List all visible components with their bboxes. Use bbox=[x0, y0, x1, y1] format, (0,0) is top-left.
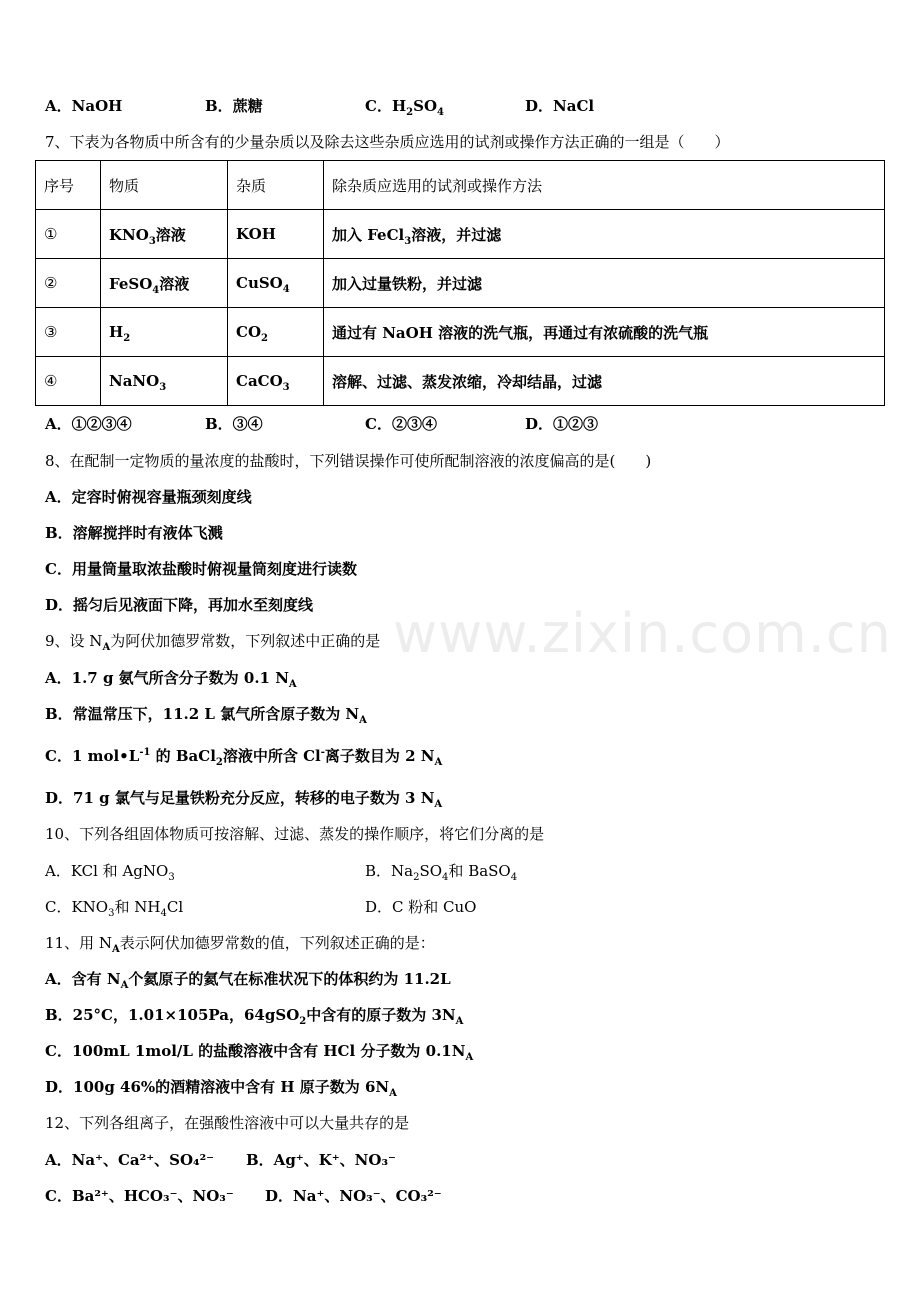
q12-option-d: D．Na⁺、NO₃⁻、CO₃²⁻ bbox=[265, 1187, 442, 1205]
method-cell: 通过有 NaOH 溶液的洗气瓶，再通过有浓硫酸的洗气瓶 bbox=[324, 308, 885, 357]
q6-option-c: C．$H_2SO_4$ bbox=[365, 97, 444, 118]
row-number: ③ bbox=[36, 308, 101, 357]
row-number: ④ bbox=[36, 357, 101, 406]
q11-stem: 11、用 $N_A$表示阿伏加德罗常数的值，下列叙述正确的是： bbox=[45, 934, 435, 955]
row-number: ② bbox=[36, 259, 101, 308]
header-cell: 杂质 bbox=[228, 161, 324, 210]
table-header-row bbox=[36, 161, 885, 210]
q12-option-b: B．Ag⁺、K⁺、NO₃⁻ bbox=[246, 1151, 396, 1169]
q10-option-a: A．KCl 和 AgNO$_3$ bbox=[45, 862, 175, 883]
method-cell: 溶解、过滤、蒸发浓缩，冷却结晶，过滤 bbox=[324, 357, 885, 406]
impurity-cell: CaCO$_3$ bbox=[228, 357, 324, 406]
substance-cell: $H_2$ bbox=[101, 308, 228, 357]
q8-stem: 8、在配制一定物质的量浓度的盐酸时，下列错误操作可使所配制溶液的浓度偏高的是( ) bbox=[45, 452, 652, 470]
q7-option-b: B．③④ bbox=[205, 415, 263, 433]
q10-option-b: B．$Na_2SO_4$和 BaSO$_4$ bbox=[365, 862, 518, 883]
q11-option-a: A．含有 $N_A$个氦原子的氦气在标准状况下的体积约为 11.2L bbox=[45, 970, 451, 991]
q8-option-a: A．定容时俯视容量瓶颈刻度线 bbox=[45, 488, 252, 506]
q10-option-c: C．$KNO_3$和 $NH_4Cl$ bbox=[45, 898, 184, 919]
q10-option-d: D．C 粉和 CuO bbox=[365, 898, 477, 916]
q8-option-c: C．用量筒量取浓盐酸时俯视量筒刻度进行读数 bbox=[45, 560, 357, 578]
impurity-cell: $CO_2$ bbox=[228, 308, 324, 357]
watermark: www.zixin.com.cn bbox=[393, 602, 892, 665]
impurity-cell: CuSO$_4$ bbox=[228, 259, 324, 308]
q9-option-c: C．1 $mol•L^{-1}$ 的 BaCl$_2$溶液中所含 Cl-离子数目为 2 $N_A$ bbox=[45, 747, 443, 768]
q6-option-a: A．NaOH bbox=[45, 97, 123, 115]
q6-option-d: D．NaCl bbox=[525, 97, 595, 115]
method-cell: 加入 FeCl$_3$溶液，并过滤 bbox=[324, 210, 885, 259]
header-cell: 物质 bbox=[101, 161, 228, 210]
impurity-cell: KOH bbox=[228, 210, 324, 259]
header-cell: 序号 bbox=[36, 161, 101, 210]
table-row bbox=[36, 210, 885, 259]
q9-option-b: B．常温常压下，11.2 L 氯气所含原子数为 $N_A$ bbox=[45, 705, 367, 726]
header-cell: 除杂质应选用的试剂或操作方法 bbox=[324, 161, 885, 210]
table-row bbox=[36, 308, 885, 357]
table-row bbox=[36, 357, 885, 406]
row-number: ① bbox=[36, 210, 101, 259]
method-cell: 加入过量铁粉，并过滤 bbox=[324, 259, 885, 308]
q7-option-c: C．②③④ bbox=[365, 415, 437, 433]
q7-option-a: A．①②③④ bbox=[45, 415, 132, 433]
q12-option-a: A．Na⁺、Ca²⁺、SO₄²⁻ bbox=[45, 1151, 215, 1169]
table-row bbox=[36, 259, 885, 308]
q12-stem: 12、下列各组离子，在强酸性溶液中可以大量共存的是 bbox=[45, 1114, 410, 1132]
q7-table bbox=[35, 160, 885, 406]
q9-option-a: A．1.7 g 氨气所含分子数为 0.1 $N_A$ bbox=[45, 669, 297, 690]
q11-option-c: C．100mL 1mol/L 的盐酸溶液中含有 HCl 分子数为 $0.1N_A$ bbox=[45, 1042, 474, 1063]
q8-option-b: B．溶解搅拌时有液体飞溅 bbox=[45, 524, 223, 542]
q6-option-b: B．蔗糖 bbox=[205, 97, 263, 115]
substance-cell: FeSO$_4$溶液 bbox=[101, 259, 228, 308]
q7-option-d: D．①②③ bbox=[525, 415, 599, 433]
q10-stem: 10、下列各组固体物质可按溶解、过滤、蒸发的操作顺序，将它们分离的是 bbox=[45, 825, 545, 843]
q9-option-d: D．71 g 氯气与足量铁粉充分反应，转移的电子数为 3 $N_A$ bbox=[45, 789, 443, 810]
q7-stem: 7、下表为各物质中所含有的少量杂质以及除去这些杂质应选用的试剂或操作方法正确的一组是（ ） bbox=[45, 133, 730, 151]
substance-cell: $KNO_3$溶液 bbox=[101, 210, 228, 259]
q11-option-d: D．100g 46%的酒精溶液中含有 H 原子数为 $6N_A$ bbox=[45, 1078, 397, 1099]
q11-option-b: B．25°C，1.01×105Pa，64gSO$_2$中含有的原子数为 $3N_A$ bbox=[45, 1006, 464, 1027]
q12-option-c: C．Ba²⁺、HCO₃⁻、NO₃⁻ bbox=[45, 1187, 234, 1205]
substance-cell: NaNO$_3$ bbox=[101, 357, 228, 406]
q8-option-d: D．摇匀后见液面下降，再加水至刻度线 bbox=[45, 596, 314, 614]
q9-stem: 9、设 $N_A$为阿伏加德罗常数，下列叙述中正确的是 bbox=[45, 632, 381, 653]
